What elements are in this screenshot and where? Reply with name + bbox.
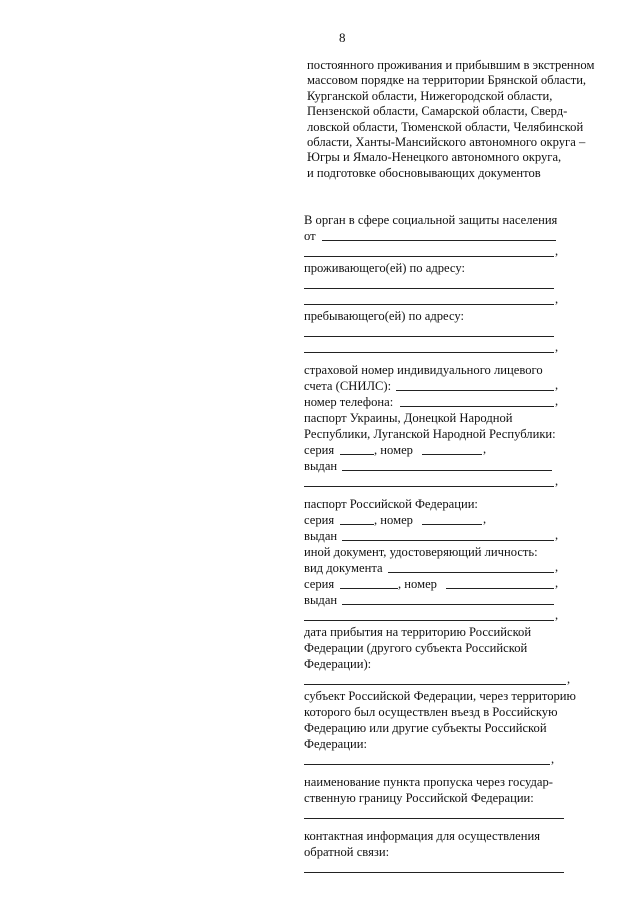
entry-subject-label-3: Федерацию или другие субъекты Российской — [304, 721, 547, 735]
snils-label-2: счета (СНИЛС): — [304, 379, 392, 393]
checkpoint-field[interactable] — [304, 818, 564, 819]
arrival-date-field[interactable] — [304, 684, 566, 685]
snils-field[interactable] — [396, 390, 554, 391]
doc-issued-field[interactable] — [342, 604, 554, 605]
issued-label: выдан — [304, 593, 338, 607]
number-label: , номер — [374, 513, 413, 527]
comma: , — [555, 378, 559, 392]
doc-type-label: вид документа — [304, 561, 383, 575]
doc-type-field[interactable] — [388, 572, 554, 573]
number-label: , номер — [374, 443, 413, 457]
comma: , — [483, 442, 487, 456]
issued-label: выдан — [304, 459, 338, 473]
comma: , — [555, 608, 559, 622]
passport-rf-label: паспорт Российской Федерации: — [304, 497, 478, 511]
passport-ua-issued-field-2[interactable] — [304, 486, 554, 487]
entry-subject-label-2: которого был осуществлен въезд в Российскую — [304, 705, 558, 719]
from-label: от — [304, 229, 316, 243]
comma: , — [555, 528, 559, 542]
recipient-label: В орган в сфере социальной защиты населения — [304, 213, 558, 227]
header-line: и подготовке обосновывающих документов — [307, 165, 541, 180]
comma: , — [555, 292, 559, 306]
application-form — [304, 212, 584, 876]
checkpoint-label: наименование пункта пропуска через государ- — [304, 775, 553, 789]
number-label: , номер — [398, 577, 437, 591]
header-line: ловской области, Тюменской области, Челябинской — [307, 119, 584, 134]
header-line: постоянного проживания и прибывшим в экстренном — [307, 58, 595, 72]
comma: , — [567, 672, 571, 686]
header-line: области, Ханты-Мансийского автономного округа – — [307, 135, 586, 150]
issued-label: выдан — [304, 529, 338, 543]
applicant-name-field-2[interactable] — [304, 256, 554, 257]
appendix-header — [307, 58, 607, 181]
contact-field[interactable] — [304, 872, 564, 873]
passport-ua-series-field[interactable] — [340, 454, 374, 455]
stay-address-field-2[interactable] — [304, 352, 554, 353]
header-line: Пензенской области, Самарской области, Сверд- — [307, 104, 568, 119]
comma: , — [555, 244, 559, 258]
comma: , — [555, 576, 559, 590]
entry-subject-label: субъект Российской Федерации, через территорию — [304, 689, 576, 703]
staying-label: пребывающего(ей) по адресу: — [304, 309, 465, 323]
header-line: Курганской области, Нижегородской области, — [307, 88, 553, 103]
passport-rf-series-field[interactable] — [340, 524, 374, 525]
residing-label: проживающего(ей) по адресу: — [304, 261, 465, 275]
header-line: массовом порядке на территории Брянской области, — [307, 73, 587, 88]
passport-ua-number-field[interactable] — [422, 454, 482, 455]
doc-series-field[interactable] — [340, 588, 398, 589]
entry-subject-field[interactable] — [304, 764, 550, 765]
checkpoint-label-2: ственную границу Российской Федерации: — [304, 791, 534, 805]
snils-label: страховой номер индивидуального лицевого — [304, 363, 543, 377]
passport-ua-issued-field[interactable] — [342, 470, 552, 471]
arrival-label-2: Федерации (другого субъекта Российской — [304, 641, 528, 655]
phone-field[interactable] — [400, 406, 554, 407]
passport-ua-label-2: Республики, Луганской Народной Республики: — [304, 427, 556, 441]
series-label: серия — [304, 513, 335, 527]
series-label: серия — [304, 577, 335, 591]
header-line: Югры и Ямало-Ненецкого автономного округа, — [307, 150, 562, 165]
applicant-name-field[interactable] — [322, 240, 556, 241]
doc-number-field[interactable] — [446, 588, 554, 589]
series-label: серия — [304, 443, 335, 457]
comma: , — [555, 340, 559, 354]
arrival-label-3: Федерации): — [304, 657, 372, 671]
page-number: 8 — [339, 30, 346, 45]
arrival-label: дата прибытия на территорию Российской — [304, 625, 532, 639]
passport-rf-number-field[interactable] — [422, 524, 482, 525]
comma: , — [555, 560, 559, 574]
passport-ua-label: паспорт Украины, Донецкой Народной — [304, 411, 513, 425]
comma: , — [551, 752, 555, 766]
comma: , — [555, 394, 559, 408]
contact-label: контактная информация для осуществления — [304, 829, 541, 843]
passport-rf-issued-field[interactable] — [342, 540, 554, 541]
contact-label-2: обратной связи: — [304, 845, 390, 859]
doc-issued-field-2[interactable] — [304, 620, 554, 621]
entry-subject-label-4: Федерации: — [304, 737, 367, 751]
comma: , — [483, 512, 487, 526]
stay-address-field[interactable] — [304, 336, 554, 337]
other-doc-label: иной документ, удостоверяющий личность: — [304, 545, 538, 559]
phone-label: номер телефона: — [304, 395, 394, 409]
residence-address-field-2[interactable] — [304, 304, 554, 305]
residence-address-field[interactable] — [304, 288, 554, 289]
comma: , — [555, 474, 559, 488]
